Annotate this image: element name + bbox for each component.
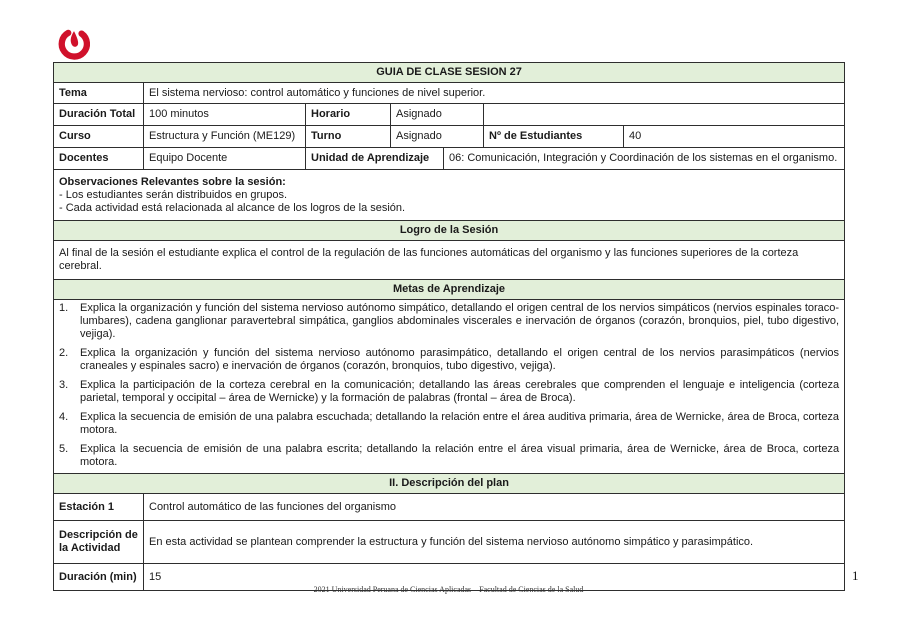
logro-header: Logro de la Sesión (54, 221, 845, 241)
duracion-total-label: Duración Total (54, 104, 144, 126)
meta-text: Explica la participación de la corteza cerebral en la comunicación; detallando las áreas cerebrales que comprenden el lenguaje e inteligencia (corteza parietal, temporal y occipital – área de Wernicke) y la formación de palabras (frontal – área de Broca). (80, 379, 840, 404)
document-title: GUIA DE CLASE SESION 27 (54, 63, 845, 83)
meta-item (59, 379, 839, 405)
footer-text: 2021 Universidad Peruana de Ciencias Aplicadas – Facultad de Ciencias de la Salud (313, 585, 584, 594)
metas-list (54, 300, 845, 474)
meta-text: Explica la organización y función del sistema nervioso autónomo parasimpático, detallando el origen central de los nervios parasimpáticos (nervios craneales y espinales sacro) e inervación de órganos (corazón, bronquios, tubo digestivo, vejiga). (80, 347, 840, 372)
session-guide-table (53, 62, 845, 591)
meta-number: 3. (59, 379, 69, 391)
page-number: 1 (852, 568, 859, 583)
meta-number: 2. (59, 347, 69, 359)
unidad-label: Unidad de Aprendizaje (306, 148, 444, 170)
horario-label: Horario (306, 104, 391, 126)
meta-item (59, 347, 839, 373)
meta-item (59, 411, 839, 437)
upc-flame-logo (56, 21, 92, 61)
empty-cell (484, 104, 845, 126)
estacion-label: Estación 1 (54, 494, 144, 521)
tema-value: El sistema nervioso: control automático y funciones de nivel superior. (144, 83, 845, 104)
turno-label: Turno (306, 126, 391, 148)
duracion-min-value: 15 (144, 564, 845, 591)
meta-number: 1. (59, 302, 69, 314)
meta-text: Explica la secuencia de emisión de una palabra escrita; detallando la relación entre el área visual primaria, área de Wernicke, área de Broca, corteza motora. (80, 443, 840, 468)
duracion-total-value: 100 minutos (144, 104, 306, 126)
metas-header: Metas de Aprendizaje (54, 280, 845, 300)
meta-number: 5. (59, 443, 69, 455)
estacion-value: Control automático de las funciones del organismo (144, 494, 845, 521)
docentes-label: Docentes (54, 148, 144, 170)
observaciones-item: - Cada actividad está relacionada al alcance de los logros de la sesión. (59, 201, 406, 214)
docentes-value: Equipo Docente (144, 148, 306, 170)
observaciones-cell (54, 170, 845, 221)
curso-label: Curso (54, 126, 144, 148)
meta-item (59, 443, 839, 469)
meta-text: Explica la organización y función del sistema nervioso autónomo simpático, detallando el origen central de los nervios simpáticos (nervios espinales toraco-lumbares), cadena ganglionar paravertebral simpática, ganglios abdominales viscerales e inervación de órganos (corazón, bronquios, piel, tubo digestivo, vejiga). (80, 302, 840, 340)
curso-value: Estructura y Función (ME129) (144, 126, 306, 148)
tema-label: Tema (54, 83, 144, 104)
meta-number: 4. (59, 411, 69, 423)
observaciones-item: - Los estudiantes serán distribuidos en grupos. (59, 188, 288, 201)
logro-text: Al final de la sesión el estudiante explica el control de la regulación de las funciones automáticas del organismo y las funciones superiores de la corteza cerebral. (54, 241, 845, 280)
duracion-min-label: Duración (min) (54, 564, 144, 591)
turno-value: Asignado (391, 126, 484, 148)
meta-text: Explica la secuencia de emisión de una palabra escuchada; detallando la relación entre el área auditiva primaria, área de Wernicke, área de Broca, corteza motora. (80, 411, 840, 436)
estudiantes-label: Nº de Estudiantes (484, 126, 624, 148)
meta-item (59, 302, 839, 341)
plan-header: II. Descripción del plan (54, 474, 845, 494)
horario-value: Asignado (391, 104, 484, 126)
descripcion-actividad-value: En esta actividad se plantean comprender la estructura y función del sistema nervioso autónomo simpático y parasimpático. (144, 521, 845, 564)
unidad-value: 06: Comunicación, Integración y Coordinación de los sistemas en el organismo. (444, 148, 845, 170)
observaciones-title: Observaciones Relevantes sobre la sesión: (59, 175, 286, 188)
estudiantes-value: 40 (624, 126, 845, 148)
descripcion-actividad-label: Descripción de la Actividad (54, 521, 144, 564)
